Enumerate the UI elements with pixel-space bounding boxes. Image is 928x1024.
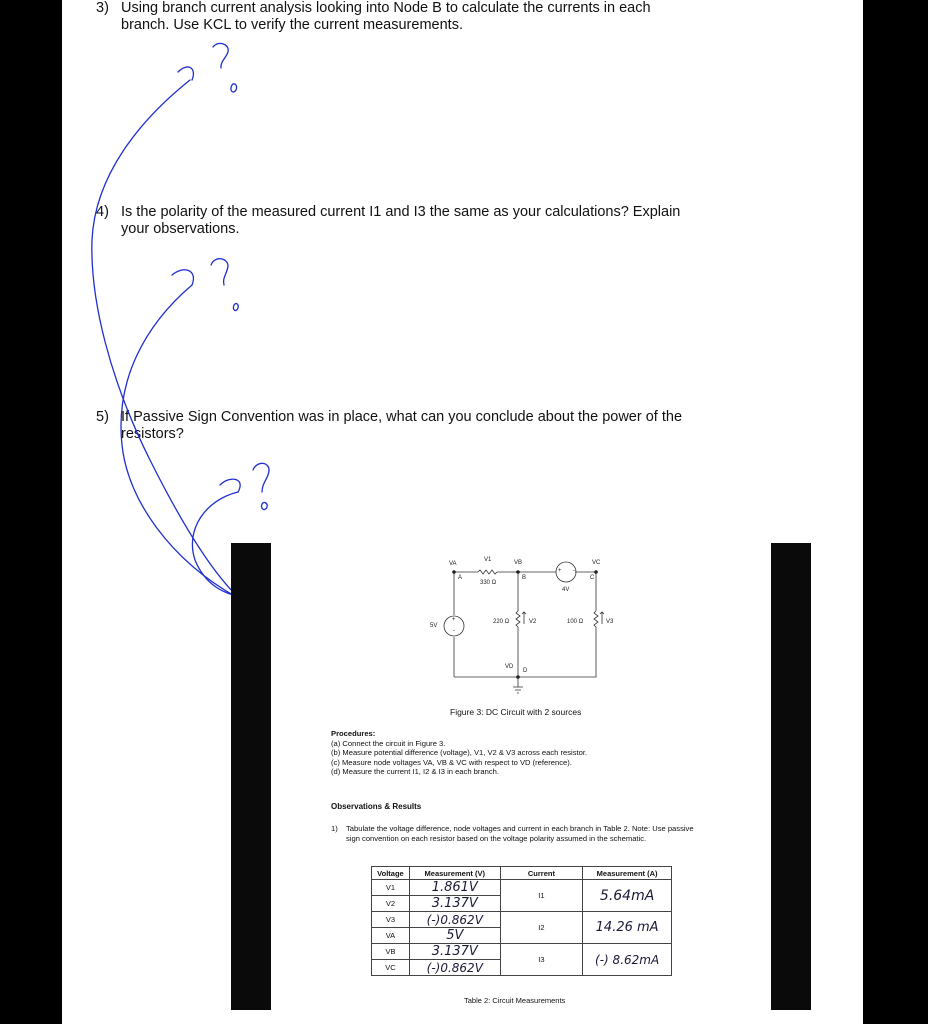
question-text: If Passive Sign Convention was in place, what can you conclude about the power of the resistors?	[121, 409, 683, 442]
resistor-220	[516, 572, 520, 677]
label-vd: VD	[505, 664, 514, 670]
node-c-dot	[594, 570, 598, 574]
label-5v-plus: +	[452, 617, 456, 623]
node-a-dot	[452, 570, 456, 574]
voltage-value: 1.861V	[409, 880, 500, 896]
table-row	[372, 880, 672, 896]
procedure-item: (b) Measure potential difference (voltage), V1, V2 & V3 across each resistor.	[331, 748, 588, 757]
measurement-table	[371, 866, 672, 976]
current-label: I3	[500, 944, 583, 976]
question-text: Using branch current analysis looking into Node B to calculate the currents in each branch. Use KCL to verify the current measurements.	[121, 0, 651, 33]
current-value: (-) 8.62mA	[583, 944, 672, 976]
table-header-row	[372, 867, 672, 880]
current-value: 14.26 mA	[583, 912, 672, 944]
procedures	[331, 729, 731, 777]
label-4v-minus: -	[573, 568, 575, 574]
label-node-c: C	[590, 575, 595, 581]
node-b-dot	[516, 570, 520, 574]
label-node-a: A	[458, 575, 463, 581]
figure-caption: Figure 3: DC Circuit with 2 sources	[450, 707, 582, 717]
v3-arrow	[600, 612, 604, 624]
label-5v-minus: -	[453, 628, 455, 634]
question-number: 4)	[96, 204, 109, 220]
voltage-value: 5V	[409, 928, 500, 944]
voltage-value: (-)0.862V	[409, 960, 500, 976]
label-va: VA	[449, 561, 457, 567]
label-v1: V1	[484, 557, 492, 563]
voltage-label: V1	[372, 880, 410, 896]
observation-number: 1)	[331, 824, 338, 833]
current-label: I2	[500, 912, 583, 944]
label-5v: 5V	[430, 623, 438, 629]
question-number: 3)	[96, 0, 109, 16]
label-vc: VC	[592, 560, 601, 566]
label-node-b: B	[522, 575, 527, 581]
voltage-value: 3.137V	[409, 944, 500, 960]
header-measurement-v: Measurement (V)	[409, 867, 500, 880]
v2-arrow	[522, 612, 526, 624]
observations-heading: Observations & Results	[331, 802, 422, 811]
label-v3: V3	[606, 619, 614, 625]
header-current: Current	[500, 867, 583, 880]
voltage-value: 3.137V	[409, 896, 500, 912]
table-caption: Table 2: Circuit Measurements	[464, 996, 566, 1005]
label-4v-plus: +	[558, 568, 562, 574]
observation-text: Tabulate the voltage difference, node voltages and current in each branch in Table 2. Note: Use passive sign convention on each resistor based on the voltage polarity assumed in the schematic.	[346, 824, 694, 843]
voltage-label: VC	[372, 960, 410, 976]
procedures-heading: Procedures:	[331, 729, 376, 738]
voltage-label: V3	[372, 912, 410, 928]
voltage-label: V2	[372, 896, 410, 912]
voltage-value: (-)0.862V	[409, 912, 500, 928]
label-r3: 100 Ω	[567, 619, 584, 625]
label-4v: 4V	[562, 587, 570, 593]
current-value: 5.64mA	[583, 880, 672, 912]
procedure-item: (c) Measure node voltages VA, VB & VC with respect to VD (reference).	[331, 757, 572, 767]
table-row	[372, 944, 672, 960]
question-text: Is the polarity of the measured current I1 and I3 the same as your calculations? Explain your observations.	[121, 204, 681, 237]
current-label: I1	[500, 880, 583, 912]
resistor-330	[478, 570, 497, 574]
header-voltage: Voltage	[372, 867, 410, 880]
procedure-item: (a) Connect the circuit in Figure 3.	[331, 738, 446, 748]
node-d-dot	[516, 675, 520, 679]
label-r1: 330 Ω	[480, 580, 497, 586]
header-measurement-a: Measurement (A)	[583, 867, 672, 880]
voltage-label: VB	[372, 944, 410, 960]
label-vb: VB	[514, 560, 523, 566]
ground-symbol	[513, 677, 523, 693]
label-node-d: D	[523, 668, 528, 674]
question-number: 5)	[96, 409, 109, 425]
label-v2: V2	[529, 619, 537, 625]
table-row	[372, 912, 672, 928]
procedure-item: (d) Measure the current I1, I2 & I3 in each branch.	[331, 767, 499, 776]
label-r2: 220 Ω	[493, 619, 510, 625]
voltage-label: VA	[372, 928, 410, 944]
